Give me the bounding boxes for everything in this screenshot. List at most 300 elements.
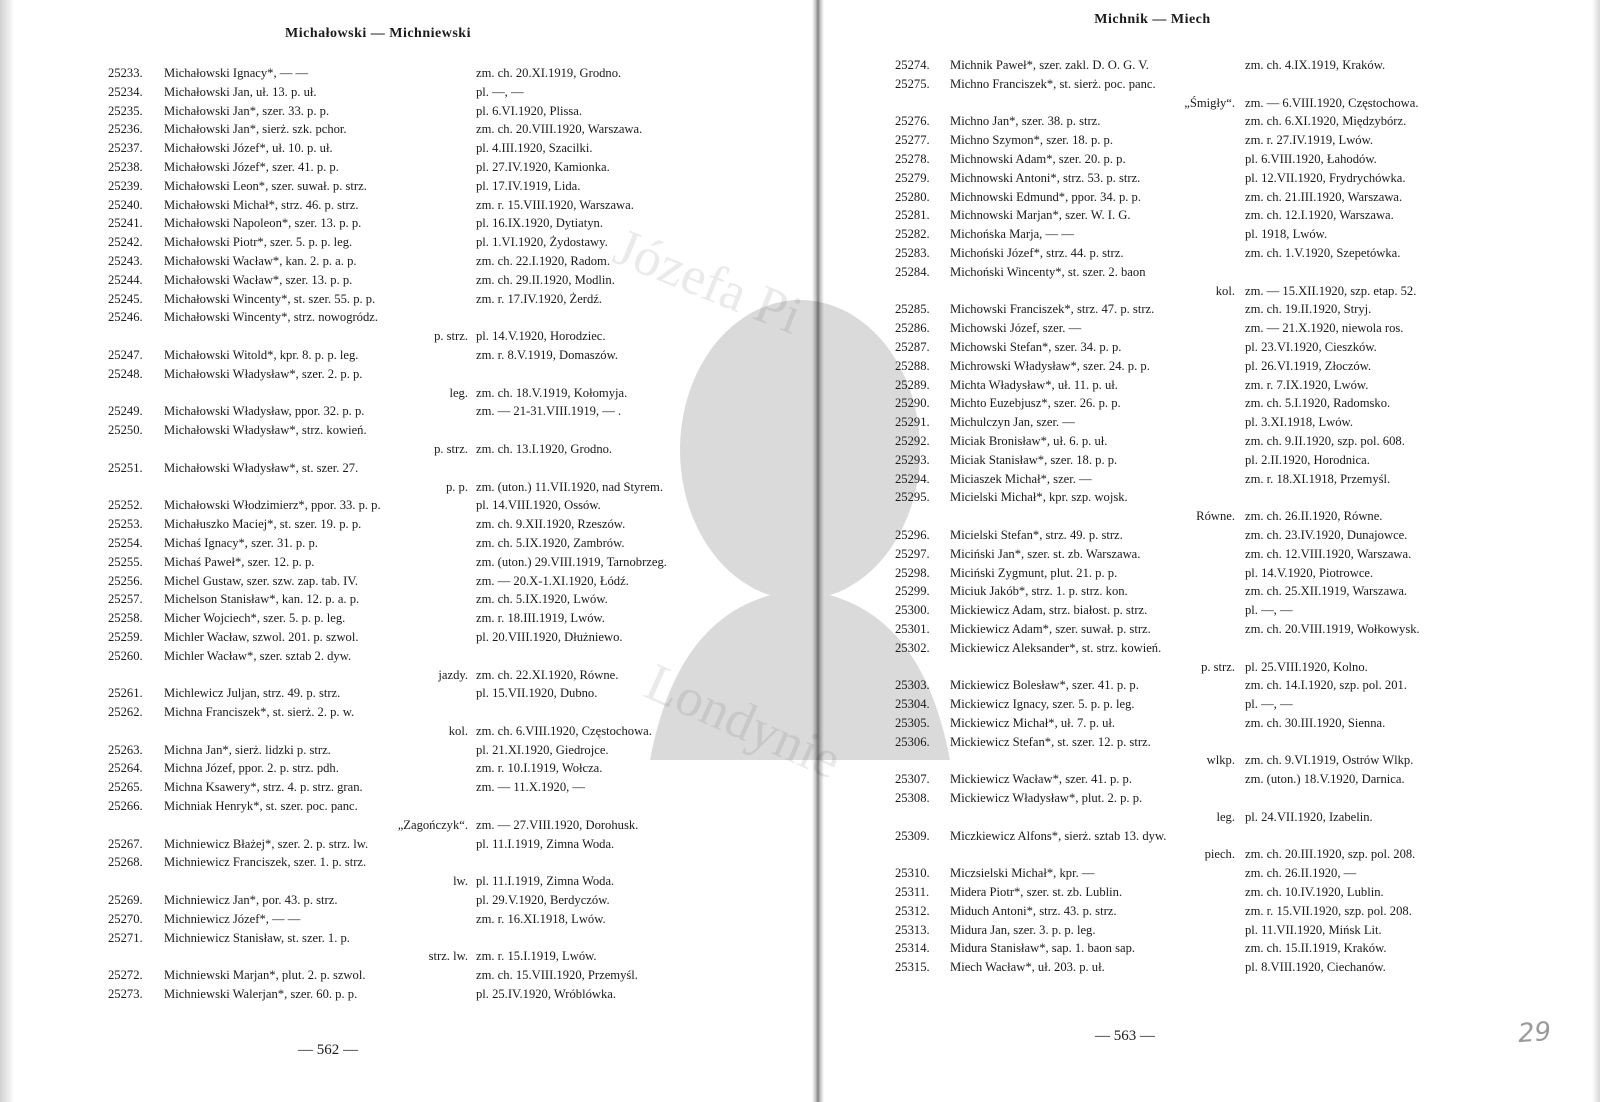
entry-description: Michowski Stefan*, szer. 34. p. p. xyxy=(950,339,1122,354)
entry-line xyxy=(895,733,1530,752)
entry-number: 25239. xyxy=(108,178,143,193)
entry-number: 25255. xyxy=(108,554,143,569)
entry-line xyxy=(108,572,768,591)
entry-line xyxy=(108,158,768,177)
entry-description: Michałowski Michał*, strz. 46. p. strz. xyxy=(164,197,359,212)
entry-fate: pl. —, — xyxy=(1245,697,1293,712)
entry-description: Michler Wacław, szwol. 201. p. szwol. xyxy=(164,629,359,644)
watermark-text-bottom: Londynie xyxy=(636,651,851,791)
entry-fate: zm. r. 7.IX.1920, Lwów. xyxy=(1245,377,1369,392)
entry-number: 25294. xyxy=(895,471,930,486)
entry-line xyxy=(895,808,1530,827)
entry-description-continuation: kol. xyxy=(448,723,468,738)
entry-description: Michałowski Wincenty*, strz. nowogródz. xyxy=(164,310,379,325)
entry-line xyxy=(108,271,768,290)
entry-line xyxy=(108,816,768,835)
entry-line xyxy=(895,582,1530,601)
entry-line xyxy=(895,751,1530,770)
entry-number: 25306. xyxy=(895,734,930,749)
entry-description-continuation: p. strz. xyxy=(434,329,468,344)
entry-line xyxy=(108,402,768,421)
entry-fate: pl. —, — xyxy=(1245,603,1293,618)
entry-number: 25314. xyxy=(895,941,930,956)
entry-fate: zm. ch. 18.V.1919, Kołomyja. xyxy=(476,385,628,400)
entry-fate: pl. 21.XI.1920, Giedrojce. xyxy=(476,742,609,757)
entry-number: 25247. xyxy=(108,347,143,362)
entry-fate: pl. 25.VIII.1920, Kolno. xyxy=(1245,659,1368,674)
entry-list xyxy=(108,64,768,1004)
entry-fate: pl. 23.VI.1920, Cieszków. xyxy=(1245,339,1377,354)
entry-fate: zm. — 27.VIII.1920, Dorohusk. xyxy=(476,817,639,832)
entry-fate: zm. ch. 10.IV.1920, Lublin. xyxy=(1245,885,1384,900)
entry-description: Michałowski Ignacy*, — — xyxy=(164,66,309,80)
entry-description: Michniewicz Jan*, por. 43. p. strz. xyxy=(164,893,338,908)
entry-line xyxy=(895,206,1530,225)
entry-number: 25241. xyxy=(108,216,143,231)
entry-number: 25262. xyxy=(108,705,143,720)
entry-fate: zm. — 21.X.1920, niewola ros. xyxy=(1245,321,1404,336)
entry-line xyxy=(895,695,1530,714)
entry-number: 25248. xyxy=(108,366,143,381)
running-head: Michałowski — Michniewski xyxy=(285,26,471,41)
entry-line xyxy=(108,835,768,854)
entry-fate: zm. ch. 13.I.1920, Grodno. xyxy=(476,441,613,456)
entry-description: Michaś Paweł*, szer. 12. p. p. xyxy=(164,554,315,569)
entry-fate: zm. r. 18.XI.1918, Przemyśl. xyxy=(1245,471,1391,486)
entry-number: 25296. xyxy=(895,527,930,542)
entry-number: 25293. xyxy=(895,452,930,467)
entry-fate: zm. (uton.) 29.VIII.1919, Tarnobrzeg. xyxy=(476,554,667,569)
entry-description: Michno Jan*, szer. 38. p. strz. xyxy=(950,114,1101,129)
entry-fate: zm. ch. 4.IX.1919, Kraków. xyxy=(1245,58,1386,72)
entry-description: Michnowski Adam*, szer. 20. p. p. xyxy=(950,151,1126,166)
entry-number: 25281. xyxy=(895,208,930,223)
entry-description: Micher Wojciech*, szer. 5. p. p. leg. xyxy=(164,611,346,626)
entry-number: 25265. xyxy=(108,780,143,795)
entry-fate: zm. r. 17.IV.1920, Żerdź. xyxy=(476,291,603,306)
entry-line xyxy=(108,233,768,252)
entry-fate: pl. 8.VIII.1920, Ciechanów. xyxy=(1245,960,1386,975)
entry-line xyxy=(895,112,1530,131)
entry-line xyxy=(108,459,768,478)
entry-number: 25278. xyxy=(895,151,930,166)
entry-description: Mickiewicz Stefan*, st. szer. 12. p. strz. xyxy=(950,734,1151,749)
entry-description-continuation: leg. xyxy=(1216,809,1235,824)
entry-description: Michto Euzebjusz*, szer. 26. p. p. xyxy=(950,396,1121,411)
entry-line xyxy=(108,722,768,741)
entry-fate: zm. ch. 25.XII.1919, Warszawa. xyxy=(1245,584,1408,599)
entry-number: 25268. xyxy=(108,855,143,870)
entry-fate: zm. r. 15.VIII.1920, Warszawa. xyxy=(476,197,634,212)
entry-line xyxy=(895,902,1530,921)
entry-line xyxy=(895,845,1530,864)
entry-description: Miciński Zygmunt, plut. 21. p. p. xyxy=(950,565,1118,580)
entry-fate: zm. — 11.X.1920, — xyxy=(476,780,586,795)
entry-description: Michniewicz Franciszek, szer. 1. p. strz. xyxy=(164,855,367,870)
entry-number: 25275. xyxy=(895,76,930,91)
entry-fate: zm. — 6.VIII.1920, Częstochowa. xyxy=(1245,95,1419,110)
entry-description: Michałowski Wacław*, kan. 2. p. a. p. xyxy=(164,253,357,268)
entry-line xyxy=(895,188,1530,207)
entry-fate: pl. 14.VIII.1920, Ossów. xyxy=(476,498,601,513)
entry-line xyxy=(895,225,1530,244)
entry-description: Michałowski Jan*, sierż. szk. pchor. xyxy=(164,122,347,137)
entry-number: 25238. xyxy=(108,159,143,174)
entry-fate: zm. ch. 5.IX.1920, Zambrów. xyxy=(476,535,625,550)
entry-number: 25272. xyxy=(108,968,143,983)
entry-fate: zm. ch. 15.II.1919, Kraków. xyxy=(1245,941,1387,956)
entry-fate: pl. 12.VII.1920, Frydrychówka. xyxy=(1245,170,1406,185)
entry-line xyxy=(895,244,1530,263)
entry-description: Mickiewicz Ignacy, szer. 5. p. p. leg. xyxy=(950,697,1135,712)
entry-fate: pl. 14.V.1920, Horodziec. xyxy=(476,329,606,344)
entry-fate: zm. r. 16.XI.1918, Lwów. xyxy=(476,911,606,926)
entry-line xyxy=(108,515,768,534)
entry-line xyxy=(108,647,768,666)
entry-line xyxy=(895,958,1530,977)
entry-description: Michałowski Władysław*, strz. kowień. xyxy=(164,423,367,438)
entry-fate: zm. ch. 20.VIII.1920, Warszawa. xyxy=(476,122,643,137)
entry-number: 25279. xyxy=(895,170,930,185)
scan-right-edge xyxy=(1592,0,1600,1102)
entry-number: 25256. xyxy=(108,573,143,588)
entry-number: 25263. xyxy=(108,742,143,757)
entry-line xyxy=(895,676,1530,695)
entry-description: Michnik Paweł*, szer. zakl. D. O. G. V. xyxy=(950,58,1149,72)
entry-number: 25233. xyxy=(108,66,143,80)
entry-description: Miech Wacław*, uł. 203. p. uł. xyxy=(950,960,1105,975)
entry-fate: zm. — 15.XII.1920, szp. etap. 52. xyxy=(1245,283,1417,298)
entry-line xyxy=(108,384,768,403)
pencil-annotation: 29 xyxy=(1516,1016,1553,1050)
entry-fate: pl. 24.VII.1920, Izabelin. xyxy=(1245,809,1373,824)
entry-fate: pl. 2.II.1920, Horodnica. xyxy=(1245,452,1370,467)
entry-fate: zm. ch. 22.I.1920, Radom. xyxy=(476,253,610,268)
entry-fate: zm. ch. 14.I.1920, szp. pol. 201. xyxy=(1245,678,1407,693)
entry-line xyxy=(108,947,768,966)
entry-line xyxy=(895,507,1530,526)
entry-description: Michałowski Jan*, szer. 33. p. p. xyxy=(164,103,330,118)
entry-line xyxy=(895,150,1530,169)
entry-line xyxy=(108,534,768,553)
entry-description: Michałuszko Maciej*, st. szer. 19. p. p. xyxy=(164,517,362,532)
entry-number: 25250. xyxy=(108,423,143,438)
entry-description: Michno Franciszek*, st. sierż. poc. panc. xyxy=(950,76,1156,91)
entry-fate: zm. r. 10.I.1919, Wołcza. xyxy=(476,761,603,776)
entry-line xyxy=(108,346,768,365)
entry-number: 25311. xyxy=(895,885,930,900)
entry-description: Michaś Ignacy*, szer. 31. p. p. xyxy=(164,535,318,550)
entry-description: Midera Piotr*, szer. st. zb. Lublin. xyxy=(950,885,1123,900)
entry-line xyxy=(895,658,1530,677)
entry-description: Miczsielski Michał*, kpr. — xyxy=(950,866,1095,881)
entry-fate: zm. ch. 5.I.1920, Radomsko. xyxy=(1245,396,1391,411)
entry-description: Michniewski Marjan*, plut. 2. p. szwol. xyxy=(164,968,366,983)
entry-line xyxy=(108,365,768,384)
entry-number: 25288. xyxy=(895,358,930,373)
entry-fate: zm. ch. 20.VIII.1919, Wołkowysk. xyxy=(1245,621,1420,636)
entry-description: Michniak Henryk*, st. szer. poc. panc. xyxy=(164,799,358,814)
entry-description-continuation: kol. xyxy=(1215,283,1235,298)
entry-description: Mickiewicz Wacław*, szer. 41. p. p. xyxy=(950,772,1133,787)
entry-number: 25307. xyxy=(895,772,930,787)
entry-description: Michałowski Władysław*, szer. 2. p. p. xyxy=(164,366,363,381)
running-head: Michnik — Miech xyxy=(1094,12,1211,27)
entry-line xyxy=(895,413,1530,432)
entry-description: Michta Władysław*, uł. 11. p. uł. xyxy=(950,377,1118,392)
entry-fate: zm. ch. 21.III.1920, Warszawa. xyxy=(1245,189,1403,204)
entry-fate: pl. 25.IV.1920, Wróblówka. xyxy=(476,987,616,1002)
page-number: — 562 — xyxy=(298,1042,358,1058)
entry-line xyxy=(108,741,768,760)
entry-description: Mickiewicz Adam*, szer. suwał. p. strz. xyxy=(950,621,1151,636)
entry-description: Michna Józef, ppor. 2. p. strz. pdh. xyxy=(164,761,339,776)
entry-description: Mickiewicz Aleksander*, st. strz. kowień. xyxy=(950,640,1162,655)
entry-number: 25251. xyxy=(108,460,143,475)
entry-line xyxy=(108,214,768,233)
entry-description: Michałowski Piotr*, szer. 5. p. p. leg. xyxy=(164,235,353,250)
entry-line xyxy=(895,714,1530,733)
entry-description: Michniewski Walerjan*, szer. 60. p. p. xyxy=(164,987,358,1002)
entry-description-continuation: wlkp. xyxy=(1206,753,1235,768)
entry-number: 25236. xyxy=(108,122,143,137)
entry-fate: zm. (uton.) 18.V.1920, Darnica. xyxy=(1245,772,1405,787)
entry-number: 25257. xyxy=(108,592,143,607)
entry-description-continuation: jazdy. xyxy=(438,667,468,682)
entry-fate: zm. ch. 5.IX.1920, Lwów. xyxy=(476,592,608,607)
entry-fate: zm. ch. 29.II.1920, Modlin. xyxy=(476,272,615,287)
entry-fate: zm. — 21-31.VIII.1919, — . xyxy=(476,404,622,419)
book-gutter xyxy=(812,0,824,1102)
entry-number: 25303. xyxy=(895,678,930,693)
entry-description: Michałowski Jan, uł. 13. p. uł. xyxy=(164,84,317,99)
entry-number: 25283. xyxy=(895,245,930,260)
entry-description: Miciak Stanisław*, szer. 18. p. p. xyxy=(950,452,1118,467)
entry-line xyxy=(895,394,1530,413)
entry-description: Michniewicz Józef*, — — xyxy=(164,911,301,926)
entry-fate: pl. 1.VI.1920, Żydostawy. xyxy=(476,235,608,250)
entry-number: 25267. xyxy=(108,836,143,851)
entry-description: Michoński Wincenty*, st. szer. 2. baon xyxy=(950,264,1146,279)
entry-description: Miciuk Jakób*, strz. 1. p. strz. kon. xyxy=(950,584,1128,599)
entry-line xyxy=(895,470,1530,489)
entry-line xyxy=(108,139,768,158)
entry-line xyxy=(108,853,768,872)
entry-number: 25304. xyxy=(895,697,930,712)
entry-number: 25261. xyxy=(108,686,143,701)
entry-line xyxy=(108,64,768,83)
entry-description: Micielski Stefan*, strz. 49. p. strz. xyxy=(950,527,1123,542)
entry-description: Michałowski Józef*, szer. 41. p. p. xyxy=(164,159,339,174)
entry-fate: zm. r. 18.III.1919, Lwów. xyxy=(476,611,605,626)
entry-fate: pl. 29.V.1920, Berdyczów. xyxy=(476,893,610,908)
entry-number: 25291. xyxy=(895,415,930,430)
entry-number: 25302. xyxy=(895,640,930,655)
entry-description-continuation: „Zagończyk“. xyxy=(397,817,468,832)
entry-line xyxy=(108,290,768,309)
entry-fate: zm. ch. 6.VIII.1920, Częstochowa. xyxy=(476,723,652,738)
entry-line xyxy=(108,177,768,196)
entry-fate: pl. 11.VII.1920, Mińsk Lit. xyxy=(1245,922,1382,937)
entry-fate: zm. r. 15.I.1919, Lwów. xyxy=(476,949,597,964)
entry-description-continuation: leg. xyxy=(449,385,468,400)
entry-description: Michnowski Marjan*, szer. W. I. G. xyxy=(950,208,1131,223)
entry-number: 25309. xyxy=(895,828,930,843)
entry-line xyxy=(108,684,768,703)
entry-line xyxy=(895,131,1530,150)
entry-line xyxy=(108,553,768,572)
entry-fate: pl. 16.IX.1920, Dytiatyn. xyxy=(476,216,603,231)
entry-number: 25252. xyxy=(108,498,143,513)
entry-line xyxy=(108,872,768,891)
entry-fate: zm. ch. 12.I.1920, Warszawa. xyxy=(1245,208,1394,223)
entry-description: Michrowski Władysław*, szer. 24. p. p. xyxy=(950,358,1150,373)
entry-number: 25287. xyxy=(895,339,930,354)
entry-number: 25308. xyxy=(895,791,930,806)
entry-line xyxy=(108,759,768,778)
entry-description-continuation: p. strz. xyxy=(434,441,468,456)
entry-number: 25298. xyxy=(895,565,930,580)
entry-line xyxy=(895,338,1530,357)
entry-number: 25234. xyxy=(108,84,143,99)
entry-number: 25270. xyxy=(108,911,143,926)
entry-fate: zm. ch. 30.III.1920, Sienna. xyxy=(1245,715,1386,730)
entry-line xyxy=(108,196,768,215)
entry-number: 25277. xyxy=(895,133,930,148)
entry-number: 25243. xyxy=(108,253,143,268)
entry-line xyxy=(108,929,768,948)
entry-number: 25269. xyxy=(108,893,143,908)
entry-description: Micielski Michał*, kpr. szp. wojsk. xyxy=(950,490,1128,505)
entry-number: 25292. xyxy=(895,433,930,448)
entry-number: 25280. xyxy=(895,189,930,204)
entry-description: Miciaszek Michał*, szer. — xyxy=(950,471,1092,486)
entry-number: 25244. xyxy=(108,272,143,287)
entry-line xyxy=(108,891,768,910)
entry-number: 25285. xyxy=(895,302,930,317)
page-number: — 563 — xyxy=(1095,1028,1155,1044)
entry-line xyxy=(895,883,1530,902)
entry-line xyxy=(108,609,768,628)
entry-number: 25266. xyxy=(108,799,143,814)
entry-line xyxy=(108,421,768,440)
entry-number: 25313. xyxy=(895,922,930,937)
entry-number: 25276. xyxy=(895,114,930,129)
entry-description: Miczkiewicz Alfons*, sierż. sztab 13. dyw. xyxy=(950,828,1167,843)
entry-description: Miciński Jan*, szer. st. zb. Warszawa. xyxy=(950,546,1141,561)
entry-description: Miciak Bronisław*, uł. 6. p. uł. xyxy=(950,433,1108,448)
entry-line xyxy=(108,478,768,497)
entry-line xyxy=(895,357,1530,376)
entry-fate: zm. ch. 1.V.1920, Szepetówka. xyxy=(1245,245,1401,260)
entry-line xyxy=(108,797,768,816)
entry-description: Michałowski Wacław*, szer. 13. p. p. xyxy=(164,272,353,287)
entry-line xyxy=(108,666,768,685)
entry-number: 25282. xyxy=(895,227,930,242)
entry-line xyxy=(895,939,1530,958)
entry-fate: zm. ch. 19.II.1920, Stryj. xyxy=(1245,302,1372,317)
entry-description: Michałowski Napoleon*, szer. 13. p. p. xyxy=(164,216,362,231)
entry-number: 25260. xyxy=(108,648,143,663)
entry-line xyxy=(108,327,768,346)
entry-fate: zm. ch. 12.VIII.1920, Warszawa. xyxy=(1245,546,1412,561)
entry-description: Michulczyn Jan, szer. — xyxy=(950,415,1075,430)
entry-fate: pl. 15.VII.1920, Dubno. xyxy=(476,686,598,701)
entry-line xyxy=(895,921,1530,940)
entry-fate: zm. (uton.) 11.VII.1920, nad Styrem. xyxy=(476,479,664,494)
entry-number: 25271. xyxy=(108,930,143,945)
entry-description: Michna Jan*, sierż. lidzki p. strz. xyxy=(164,742,331,757)
entry-number: 25305. xyxy=(895,715,930,730)
scan-left-edge xyxy=(0,0,14,1102)
entry-line xyxy=(108,778,768,797)
entry-number: 25297. xyxy=(895,546,930,561)
entry-line xyxy=(108,985,768,1004)
entry-description: Midura Jan, szer. 3. p. p. leg. xyxy=(950,922,1096,937)
entry-description: Michałowski Józef*, uł. 10. p. uł. xyxy=(164,141,333,156)
entry-line xyxy=(895,282,1530,301)
entry-line xyxy=(895,451,1530,470)
entry-number: 25246. xyxy=(108,310,143,325)
entry-description: Michelson Stanisław*, kan. 12. p. a. p. xyxy=(164,592,360,607)
entry-fate: pl. 3.XI.1918, Lwów. xyxy=(1245,415,1353,430)
entry-description-continuation: p. p. xyxy=(445,479,468,494)
entry-description-continuation: „Śmigły“. xyxy=(1184,95,1235,110)
entry-number: 25240. xyxy=(108,197,143,212)
entry-number: 25242. xyxy=(108,235,143,250)
entry-fate: pl. —, — xyxy=(476,84,524,99)
entry-number: 25249. xyxy=(108,404,143,419)
entry-number: 25299. xyxy=(895,584,930,599)
entry-number: 25284. xyxy=(895,264,930,279)
entry-line xyxy=(895,488,1530,507)
entry-fate: pl. 4.III.1920, Szacilki. xyxy=(476,141,593,156)
entry-line xyxy=(108,120,768,139)
entry-description: Michler Wacław*, szer. sztab 2. dyw. xyxy=(164,648,352,663)
entry-line xyxy=(895,639,1530,658)
entry-number: 25254. xyxy=(108,535,143,550)
entry-number: 25300. xyxy=(895,603,930,618)
entry-fate: pl. 11.I.1919, Zimna Woda. xyxy=(476,836,615,851)
entry-description: Michniewicz Stanisław, st. szer. 1. p. xyxy=(164,930,350,945)
entry-description: Midura Stanisław*, sap. 1. baon sap. xyxy=(950,941,1136,956)
entry-line xyxy=(895,545,1530,564)
entry-description-continuation: strz. lw. xyxy=(428,949,468,964)
entry-line xyxy=(895,620,1530,639)
entry-description: Miduch Antoni*, strz. 43. p. strz. xyxy=(950,903,1117,918)
entry-line xyxy=(895,789,1530,808)
entry-description: Michlewicz Juljan, strz. 49. p. strz. xyxy=(164,686,341,701)
entry-line xyxy=(108,628,768,647)
entry-fate: zm. ch. 6.XI.1920, Międzybórz. xyxy=(1245,114,1407,129)
entry-description: Michoński Józef*, strz. 44. p. strz. xyxy=(950,245,1124,260)
entry-description: Michniewicz Błażej*, szer. 2. p. strz. lw. xyxy=(164,836,369,851)
entry-description: Mickiewicz Bolesław*, szer. 41. p. p. xyxy=(950,678,1139,693)
entry-description: Michna Franciszek*, st. sierż. 2. p. w. xyxy=(164,705,355,720)
entry-fate: zm. ch. 9.II.1920, szp. pol. 608. xyxy=(1245,433,1405,448)
entry-fate: zm. ch. 26.II.1920, Równe. xyxy=(1245,509,1383,524)
entry-line xyxy=(895,75,1530,94)
entry-line xyxy=(108,102,768,121)
entry-fate: pl. 1918, Lwów. xyxy=(1245,227,1328,242)
entry-line xyxy=(895,94,1530,113)
entry-fate: zm. ch. 15.VIII.1920, Przemyśl. xyxy=(476,968,638,983)
entry-description-continuation: Równe. xyxy=(1196,509,1235,524)
entry-line xyxy=(108,308,768,327)
entry-description: Michna Ksawery*, strz. 4. p. strz. gran. xyxy=(164,780,363,795)
entry-fate: zm. ch. 9.XII.1920, Rzeszów. xyxy=(476,517,626,532)
watermark-text-top: Józefa Pi xyxy=(605,216,811,346)
